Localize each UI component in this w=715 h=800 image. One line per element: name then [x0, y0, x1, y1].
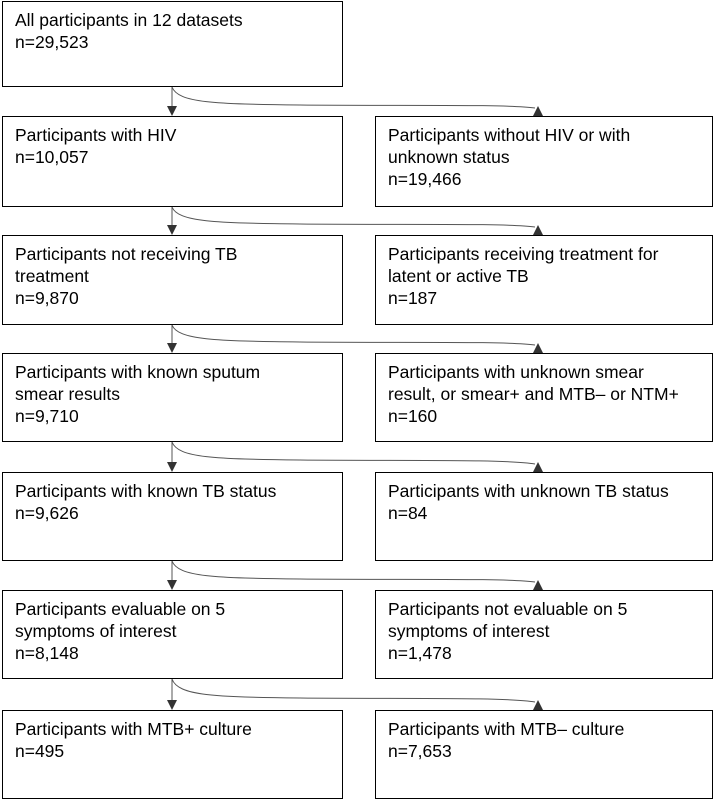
- box-with-hiv: [2, 116, 343, 207]
- box-known-sputum-smear: [2, 353, 343, 442]
- box-mtb-negative-culture: [375, 710, 713, 799]
- connector-1: [167, 207, 543, 235]
- connector-1-curve: [172, 207, 535, 227]
- connector-5: [167, 679, 543, 710]
- connector-2-down-arrowhead: [167, 343, 177, 353]
- box-mtb-positive-culture: [2, 710, 343, 799]
- connector-0: [167, 87, 543, 116]
- box-text-line: Participants not receiving TB: [15, 244, 238, 264]
- box-unknown-smear-result: [375, 353, 713, 442]
- box-count: n=10,057: [15, 147, 89, 167]
- box-text-line: symptoms of interest: [388, 621, 550, 641]
- box-text-line: Participants with HIV: [15, 125, 177, 145]
- box-count: n=84: [388, 503, 428, 523]
- box-text-line: Participants with MTB– culture: [388, 719, 625, 739]
- box-text-line: Participants with unknown TB status: [388, 481, 669, 501]
- box-count: n=187: [388, 288, 438, 308]
- box-text-line: unknown status: [388, 147, 510, 167]
- box-evaluable-symptoms: [2, 590, 343, 679]
- box-count: n=9,870: [15, 288, 79, 308]
- box-text-line: Participants with known sputum: [15, 362, 261, 382]
- box-text-line: latent or active TB: [388, 266, 529, 286]
- box-text-line: Participants receiving treatment for: [388, 244, 659, 264]
- box-count: n=19,466: [388, 169, 462, 189]
- connector-2: [167, 325, 543, 353]
- box-count: n=9,710: [15, 406, 79, 426]
- connector-0-down-arrowhead: [167, 106, 177, 116]
- box-text-line: result, or smear+ and MTB– or NTM+: [388, 384, 679, 404]
- box-text-line: Participants not evaluable on 5: [388, 599, 628, 619]
- box-count: n=160: [388, 406, 438, 426]
- box-without-hiv: [375, 116, 713, 207]
- connector-5-down-arrowhead: [167, 700, 177, 710]
- box-count: n=495: [15, 741, 65, 761]
- box-text-line: Participants with known TB status: [15, 481, 277, 501]
- connector-5-curve: [172, 679, 535, 702]
- box-count: n=8,148: [15, 643, 79, 663]
- box-count: n=1,478: [388, 643, 452, 663]
- box-not-evaluable-symptoms: [375, 590, 713, 679]
- box-text-line: Participants evaluable on 5: [15, 599, 226, 619]
- box-text-line: All participants in 12 datasets: [15, 10, 243, 30]
- connector-2-curve: [172, 325, 535, 345]
- box-not-receiving-tb-treatment: [2, 235, 343, 325]
- box-text-line: smear results: [15, 384, 121, 404]
- connector-3-curve: [172, 442, 535, 464]
- box-count: n=9,626: [15, 503, 79, 523]
- box-text-line: symptoms of interest: [15, 621, 177, 641]
- connector-4-down-arrowhead: [167, 580, 177, 590]
- box-text-line: treatment: [15, 266, 89, 286]
- connector-3: [167, 442, 543, 472]
- box-receiving-tb-treatment: [375, 235, 713, 325]
- box-known-tb-status: [2, 472, 343, 561]
- connector-4: [167, 561, 543, 590]
- connector-0-curve: [172, 87, 535, 108]
- connector-4-curve: [172, 561, 535, 582]
- box-text-line: Participants without HIV or with: [388, 125, 631, 145]
- box-count: n=29,523: [15, 32, 89, 52]
- box-all-participants: [2, 1, 343, 87]
- box-text-line: Participants with MTB+ culture: [15, 719, 252, 739]
- connector-1-down-arrowhead: [167, 225, 177, 235]
- connector-3-down-arrowhead: [167, 462, 177, 472]
- box-text-line: Participants with unknown smear: [388, 362, 644, 382]
- box-unknown-tb-status: [375, 472, 713, 561]
- box-count: n=7,653: [388, 741, 452, 761]
